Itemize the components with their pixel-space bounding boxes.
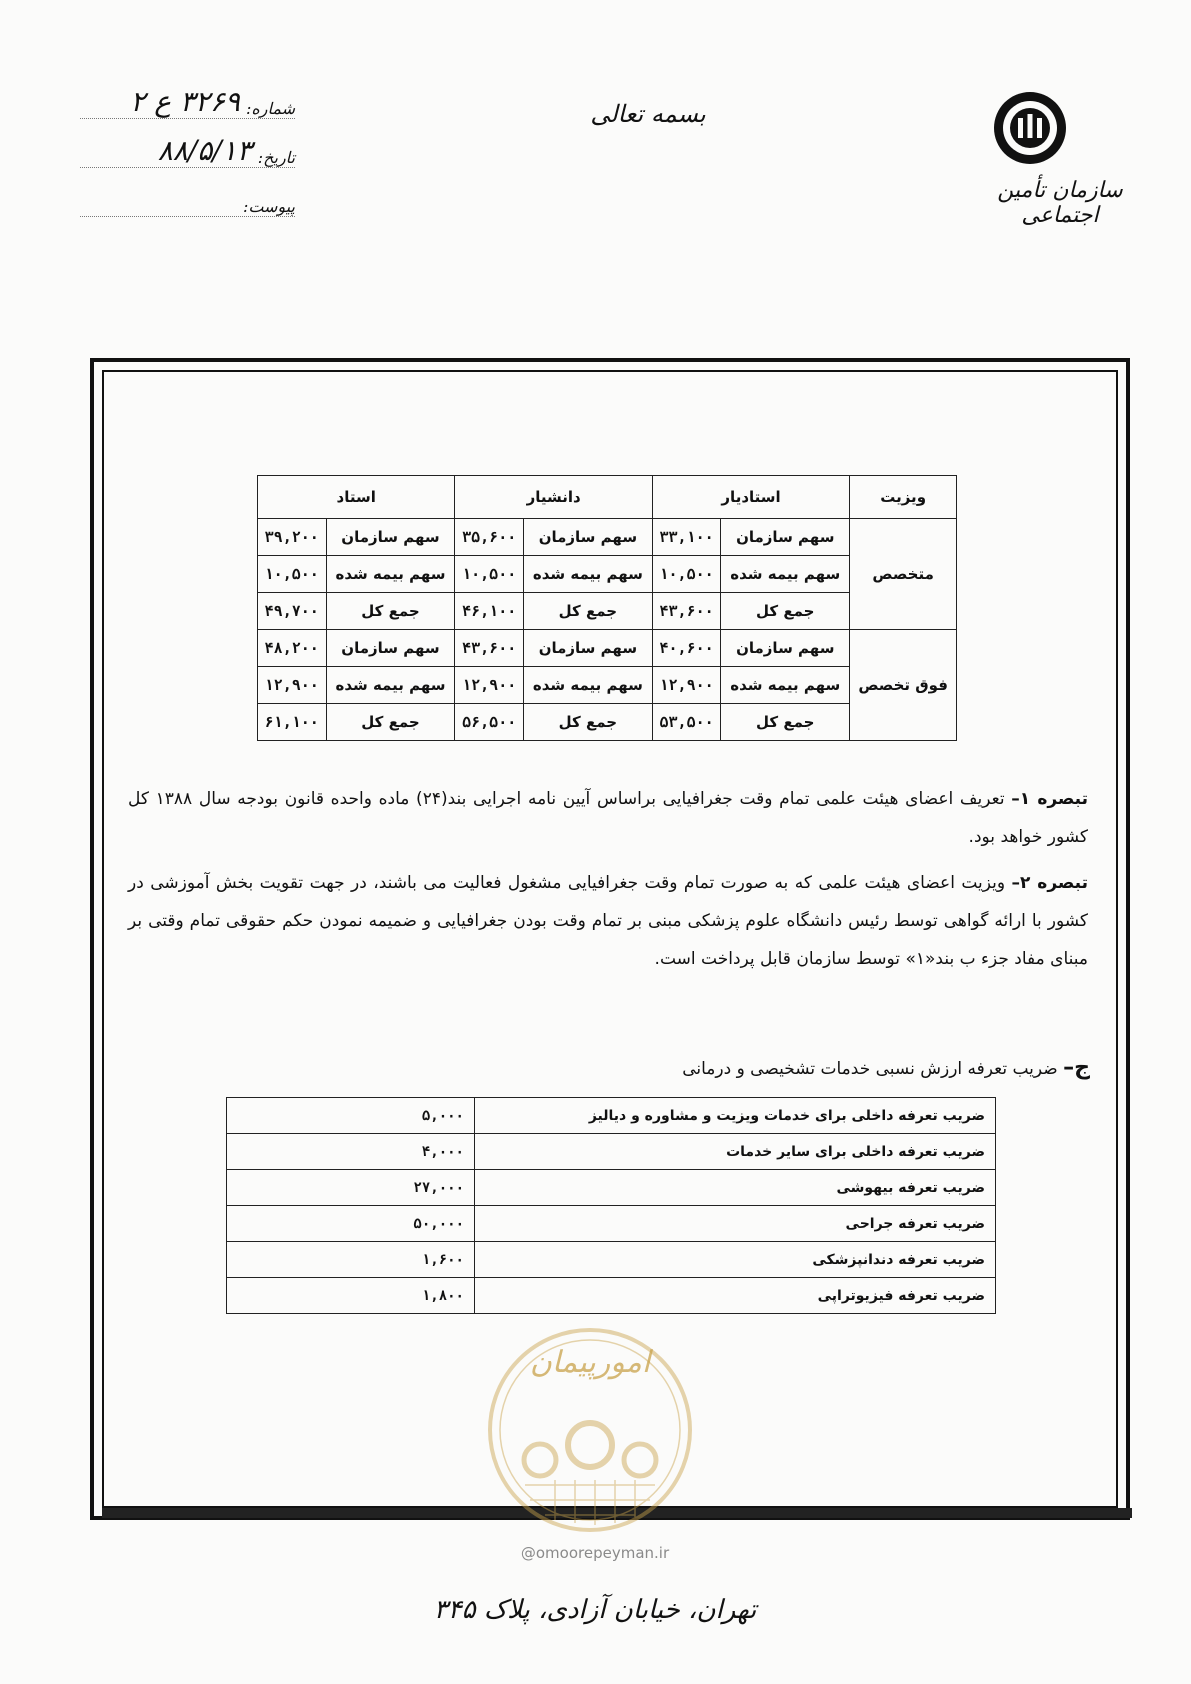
table-cell: ۱۰,۵۰۰ <box>455 556 523 593</box>
group-label: فوق تخصص <box>850 630 957 741</box>
note-1-title: تبصره ۱– <box>1011 789 1088 809</box>
footer-address: تهران، خیابان آزادی، پلاک ۳۴۵ <box>433 1595 757 1625</box>
section-c-title <box>620 1055 1090 1080</box>
letter-number-label: شماره: <box>245 99 295 118</box>
table-row <box>227 1206 996 1242</box>
section-c-letter: ج– <box>1063 1055 1090 1080</box>
table-row <box>227 1170 996 1206</box>
coefficient-label: ضریب تعرفه جراحی <box>475 1206 996 1242</box>
row-label: جمع کل <box>326 593 455 630</box>
organization-logo-icon <box>990 88 1070 168</box>
row-label: سهم بیمه شده <box>326 667 455 704</box>
table-cell: ۱۲,۹۰۰ <box>455 667 523 704</box>
coefficient-value: ۴,۰۰۰ <box>227 1134 475 1170</box>
note-1-text: تعریف اعضای هیئت علمی تمام وقت جغرافیایی براساس آیین نامه اجرایی بند(۲۴) ماده واحده قانون بودجه سال ۱۳۸۸ کل کشور خواهد بود. <box>128 789 1088 847</box>
group-label: متخصص <box>850 519 957 630</box>
note-2 <box>128 864 1088 978</box>
table-row <box>227 1134 996 1170</box>
table-cell: ۱۰,۵۰۰ <box>652 556 720 593</box>
coefficient-value: ۵۰,۰۰۰ <box>227 1206 475 1242</box>
table-cell: ۴۶,۱۰۰ <box>455 593 523 630</box>
row-label: سهم سازمان <box>326 519 455 556</box>
row-label: سهم سازمان <box>523 519 652 556</box>
row-label: جمع کل <box>326 704 455 741</box>
letter-date-label: تاریخ: <box>257 148 295 167</box>
letter-attachment-row <box>80 168 295 217</box>
table-cell: ۴۳,۶۰۰ <box>652 593 720 630</box>
coefficient-label: ضریب تعرفه دندانپزشکی <box>475 1242 996 1278</box>
note-2-title: تبصره ۲– <box>1011 873 1088 893</box>
row-label: سهم سازمان <box>721 630 850 667</box>
coefficient-value: ۱,۸۰۰ <box>227 1278 475 1314</box>
letter-number-row <box>80 70 295 119</box>
note-2-text: ویزیت اعضای هیئت علمی که به صورت تمام وقت جغرافیایی مشغول فعالیت می باشند، در جهت تقویت بخش آموزشی در کشور با ارائه گواهی توسط رئیس دانشگاه علوم پزشکی مبنی بر تمام وقت بودن جغرافیایی و ضمیمه نمودن حکم حقوقی تمام وقتی بر مبنای مفاد جزء ب بند«۱» توسط سازمان قابل پرداخت است. <box>128 873 1088 969</box>
table-cell: ۵۶,۵۰۰ <box>455 704 523 741</box>
table-cell: ۳۵,۶۰۰ <box>455 519 523 556</box>
rank-header: استاد <box>258 476 455 519</box>
coefficient-value: ۲۷,۰۰۰ <box>227 1170 475 1206</box>
table-cell: ۴۳,۶۰۰ <box>455 630 523 667</box>
letter-date-row <box>80 119 295 168</box>
rank-header: دانشیار <box>455 476 652 519</box>
row-label: سهم سازمان <box>523 630 652 667</box>
organization-name: سازمان تأمین اجتماعی <box>997 178 1123 228</box>
watermark-text: @omoorepeyman.ir <box>520 1544 670 1562</box>
note-1 <box>128 780 1088 856</box>
table-cell: ۴۸,۲۰۰ <box>258 630 327 667</box>
table-cell: ۴۹,۷۰۰ <box>258 593 327 630</box>
coefficient-value: ۵,۰۰۰ <box>227 1098 475 1134</box>
rank-header: استادیار <box>652 476 849 519</box>
letter-meta <box>80 70 295 217</box>
row-label: سهم بیمه شده <box>523 556 652 593</box>
table-cell: ۱۲,۹۰۰ <box>258 667 327 704</box>
table-header-row <box>258 476 957 519</box>
table-row <box>227 1278 996 1314</box>
letter-number-value: ۳۲۶۹ ع ۲ <box>130 85 240 118</box>
row-label: جمع کل <box>721 593 850 630</box>
letter-attachment-label: پیوست: <box>242 197 295 216</box>
coefficient-label: ضریب تعرفه فیزیوتراپی <box>475 1278 996 1314</box>
bismillah: بسمه تعالی <box>590 100 706 128</box>
letter-date-value: ۸۸/۵/۱۳ <box>157 134 252 167</box>
table-row <box>258 519 957 556</box>
row-label: جمع کل <box>721 704 850 741</box>
row-label: سهم سازمان <box>326 630 455 667</box>
table-row <box>227 1098 996 1134</box>
row-label: سهم بیمه شده <box>721 667 850 704</box>
table-cell: ۴۰,۶۰۰ <box>652 630 720 667</box>
table-corner-header: ویزیت <box>850 476 957 519</box>
table-row <box>227 1242 996 1278</box>
row-label: سهم بیمه شده <box>523 667 652 704</box>
visit-fee-table <box>257 475 957 741</box>
table-cell: ۶۱,۱۰۰ <box>258 704 327 741</box>
table-cell: ۱۰,۵۰۰ <box>258 556 327 593</box>
row-label: جمع کل <box>523 593 652 630</box>
coefficient-label: ضریب تعرفه داخلی برای خدمات ویزیت و مشاوره و دیالیز <box>475 1098 996 1134</box>
table-cell: ۵۳,۵۰۰ <box>652 704 720 741</box>
row-label: سهم بیمه شده <box>326 556 455 593</box>
table-cell: ۳۳,۱۰۰ <box>652 519 720 556</box>
row-label: جمع کل <box>523 704 652 741</box>
table-row <box>258 630 957 667</box>
stamp-text: امورپیمان <box>529 1345 651 1380</box>
table-cell: ۳۹,۲۰۰ <box>258 519 327 556</box>
table-cell: ۱۲,۹۰۰ <box>652 667 720 704</box>
coefficient-table <box>226 1097 996 1314</box>
row-label: سهم بیمه شده <box>721 556 850 593</box>
notes-section <box>128 780 1088 986</box>
coefficient-value: ۱,۶۰۰ <box>227 1242 475 1278</box>
coefficient-label: ضریب تعرفه بیهوشی <box>475 1170 996 1206</box>
coefficient-label: ضریب تعرفه داخلی برای سایر خدمات <box>475 1134 996 1170</box>
section-c-heading: ضریب تعرفه ارزش نسبی خدمات تشخیصی و درمانی <box>682 1059 1064 1079</box>
row-label: سهم سازمان <box>721 519 850 556</box>
